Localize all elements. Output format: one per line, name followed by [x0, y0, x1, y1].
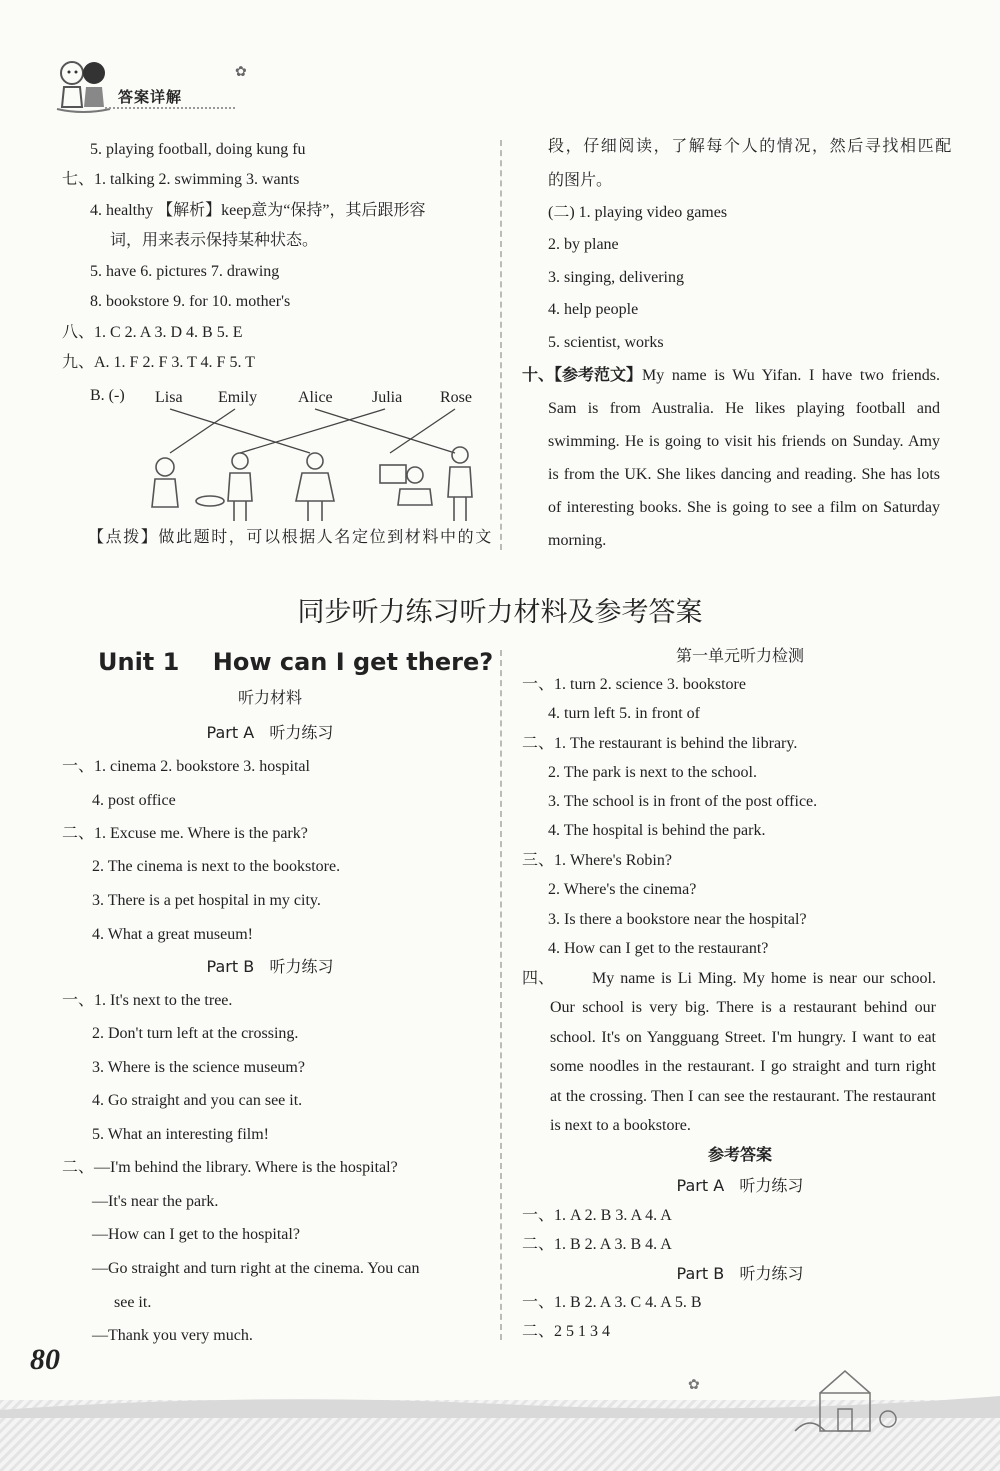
test-line: 4. The hospital is behind the park. — [548, 822, 766, 839]
subtitle-listening-material: 听力材料 — [237, 688, 302, 707]
answer-line: 5. playing football, doing kung fu — [90, 141, 306, 158]
answers-title: 参考答案 — [707, 1145, 772, 1164]
matching-name: Alice — [298, 389, 333, 406]
matching-name: Lisa — [155, 389, 183, 406]
answers-part-b-heading: Part B 听力练习 — [676, 1264, 804, 1283]
footer-castle-icon — [790, 1365, 910, 1435]
footer-flower-icon: ✿ — [688, 1378, 700, 1393]
answer-line: 七、1. talking 2. swimming 3. wants — [62, 171, 300, 188]
header-sparkle-icon: ✿ — [235, 65, 247, 80]
header-kids-logo — [52, 55, 114, 115]
bottom-column-divider — [500, 650, 502, 1340]
answer-line: 九、A. 1. F 2. F 3. T 4. F 5. T — [62, 354, 255, 371]
answer-line: 词，用来表示保持某种状态。 — [110, 232, 319, 249]
material-line: 4. What a great museum! — [92, 926, 253, 943]
test-line: 一、1. turn 2. science 3. bookstore — [522, 676, 746, 693]
material-line: 二、—I'm behind the library. Where is the hospital? — [62, 1159, 398, 1176]
answer-line: 一、1. A 2. B 3. A 4. A — [522, 1207, 672, 1224]
answers-part-a-heading: Part A 听力练习 — [676, 1176, 804, 1195]
test-line: 二、1. The restaurant is behind the library. — [522, 735, 798, 752]
tip-line: 【点拨】做此题时，可以根据人名定位到材料中的文 — [88, 529, 493, 546]
composition-label: 十、【参考范文】 — [522, 367, 643, 384]
material-line: 4. Go straight and you can see it. — [92, 1092, 303, 1109]
tip-continuation: 的图片。 — [548, 172, 613, 189]
part-a-heading: Part A 听力练习 — [206, 723, 334, 742]
material-line: 3. Where is the science museum? — [92, 1059, 305, 1076]
test-line: 4. How can I get to the restaurant? — [548, 940, 769, 957]
answer-line: 八、1. C 2. A 3. D 4. B 5. E — [62, 324, 243, 341]
material-line: —Thank you very much. — [92, 1327, 253, 1344]
test-line: 三、1. Where's Robin? — [522, 852, 672, 869]
answer-line: 5. have 6. pictures 7. drawing — [90, 263, 280, 280]
matching-name: Julia — [372, 389, 403, 406]
test-line: 2. Where's the cinema? — [548, 881, 697, 898]
answer-line: 4. help people — [548, 301, 639, 318]
composition-text: My name is Wu Yifan. I have two friends. Sam is from Australia. He likes playing football and swimming. He is going to visit his friends on Sunday. Amy is from the UK. She likes dancing and reading. She has lots of interesting books. She is going to see a film on Saturday morning. — [548, 367, 940, 549]
section-title: 同步听力练习听力材料及参考答案 — [297, 597, 703, 628]
part-b-heading: Part B 听力练习 — [206, 957, 334, 976]
unit-title: Unit 1 How can I get there? — [98, 648, 494, 676]
answer-line: (二) 1. playing video games — [548, 204, 728, 221]
test-line: 3. The school is in front of the post office. — [548, 793, 818, 810]
material-line: 5. What an interesting film! — [92, 1126, 269, 1143]
top-column-divider — [500, 140, 502, 550]
passage-label: 四、 — [522, 970, 555, 987]
listening-passage: My name is Li Ming. My home is near our school. Our school is very big. There is a restaurant behind our school. It's on Yangguang Street. I'm hungry. I want to eat some noodles in the restaurant. I go straight and turn right at the crossing. Then I can see the restaurant. The restaurant is next to a bookstore. — [550, 970, 936, 1135]
material-line: —Go straight and turn right at the cinema. You can — [92, 1260, 420, 1277]
material-line: 3. There is a pet hospital in my city. — [92, 892, 321, 909]
answer-line: B. (-) — [90, 387, 125, 404]
material-line: 一、1. cinema 2. bookstore 3. hospital — [62, 758, 310, 775]
answer-line: 二、1. B 2. A 3. B 4. A — [522, 1236, 672, 1253]
material-line: 4. post office — [92, 792, 176, 809]
answer-line: 5. scientist, works — [548, 334, 664, 351]
material-line: 2. Don't turn left at the crossing. — [92, 1025, 299, 1042]
answer-line: 8. bookstore 9. for 10. mother's — [90, 293, 291, 310]
answer-line: 4. healthy 【解析】keep意为“保持”，其后跟形容 — [90, 202, 426, 219]
page-number: 80 — [30, 1343, 60, 1376]
answer-line: 3. singing, delivering — [548, 269, 684, 286]
material-line: 2. The cinema is next to the bookstore. — [92, 858, 341, 875]
material-line: 一、1. It's next to the tree. — [62, 992, 233, 1009]
matching-illustration — [130, 405, 490, 523]
answer-line: 2. by plane — [548, 236, 619, 253]
header-title: 答案详解 — [118, 88, 183, 106]
material-line: see it. — [114, 1294, 152, 1311]
tip-continuation: 段，仔细阅读，了解每个人的情况，然后寻找相匹配 — [548, 138, 953, 155]
material-line: —It's near the park. — [92, 1193, 219, 1210]
unit-test-heading: 第一单元听力检测 — [675, 646, 804, 665]
header-rule — [105, 107, 235, 109]
material-line: 二、1. Excuse me. Where is the park? — [62, 825, 308, 842]
material-line: —How can I get to the hospital? — [92, 1226, 300, 1243]
test-line: 2. The park is next to the school. — [548, 764, 757, 781]
answer-line: 一、1. B 2. A 3. C 4. A 5. B — [522, 1294, 702, 1311]
matching-name: Emily — [218, 389, 258, 406]
test-line: 4. turn left 5. in front of — [548, 705, 700, 722]
test-line: 3. Is there a bookstore near the hospital? — [548, 911, 807, 928]
matching-name: Rose — [440, 389, 472, 406]
answer-line: 二、2 5 1 3 4 — [522, 1323, 611, 1340]
